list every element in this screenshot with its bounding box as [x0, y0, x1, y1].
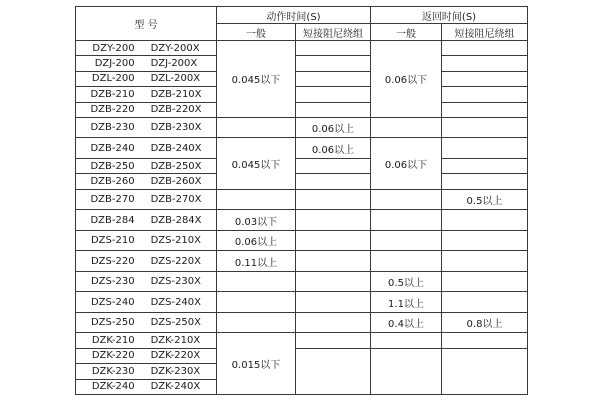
- action-general-cell: 0.045以下: [217, 41, 296, 118]
- return-general-cell: [371, 210, 442, 231]
- model-pair: [76, 297, 216, 308]
- return-short-damping-cell: [442, 71, 528, 86]
- return-general-cell: 0.06以下: [371, 41, 442, 118]
- return-general-cell: [371, 189, 442, 210]
- model-pair: [76, 381, 216, 392]
- return-general-cell: 0.06以下: [371, 138, 442, 189]
- model-name-x: DZK-230X: [150, 365, 201, 377]
- model-name: DZB-230: [90, 122, 135, 134]
- return-general-cell: 1.1以上: [371, 292, 442, 313]
- model-name-x: DZS-220X: [150, 255, 202, 267]
- model-cell: [76, 71, 217, 86]
- model-cell: [76, 102, 217, 117]
- model-cell: [76, 364, 217, 379]
- model-name: DZS-210: [90, 235, 135, 247]
- model-pair: [76, 58, 216, 69]
- model-cell: [76, 379, 217, 394]
- model-pair: [76, 256, 216, 267]
- action-short-damping-cell: 0.06以上: [296, 138, 371, 159]
- action-general-cell: [217, 117, 296, 138]
- action-general-cell: 0.03以下: [217, 210, 296, 231]
- action-short-damping-cell: [296, 56, 371, 71]
- header-model: 型 号: [76, 7, 217, 41]
- model-cell: [76, 333, 217, 348]
- action-short-damping-cell: [296, 102, 371, 117]
- return-short-damping-cell: [442, 251, 528, 272]
- action-short-damping-cell: [296, 271, 371, 292]
- return-short-damping-cell: [442, 174, 528, 189]
- table-row: [76, 312, 528, 333]
- model-name-x: DZS-240X: [150, 296, 202, 308]
- model-cell: [76, 138, 217, 159]
- model-cell: [76, 117, 217, 138]
- model-pair: [76, 89, 216, 100]
- return-short-damping-cell: [442, 348, 528, 394]
- action-short-damping-cell: [296, 158, 371, 173]
- action-short-damping-cell: [296, 41, 371, 56]
- table-row: [76, 174, 528, 189]
- model-name: DZK-240: [91, 381, 135, 393]
- action-general-cell: [217, 189, 296, 210]
- return-short-damping-cell: [442, 292, 528, 313]
- table-row: [76, 138, 528, 159]
- header-action-short-damping: 短接阻尼绕组: [296, 24, 371, 41]
- return-short-damping-cell: [442, 333, 528, 348]
- table-row: [76, 348, 528, 363]
- model-pair: [76, 235, 216, 246]
- return-short-damping-cell: [442, 102, 528, 117]
- return-general-cell: [371, 117, 442, 138]
- table-row: [76, 87, 528, 102]
- action-short-damping-cell: [296, 174, 371, 189]
- action-short-damping-cell: [296, 312, 371, 333]
- table-body: [76, 41, 528, 395]
- model-name-x: DZL-200X: [150, 73, 201, 85]
- model-name: DZJ-200: [94, 58, 135, 70]
- model-name-x: DZJ-200X: [150, 58, 198, 70]
- model-cell: [76, 210, 217, 231]
- model-cell: [76, 292, 217, 313]
- model-name: DZB-284: [90, 214, 135, 226]
- action-short-damping-cell: [296, 210, 371, 231]
- model-name-x: DZB-230X: [150, 122, 202, 134]
- return-general-cell: 0.5以上: [371, 271, 442, 292]
- table-row: [76, 189, 528, 210]
- model-cell: [76, 174, 217, 189]
- model-cell: [76, 189, 217, 210]
- model-name: DZS-230: [90, 276, 135, 288]
- model-pair: [76, 215, 216, 226]
- model-name-x: DZB-270X: [150, 194, 202, 206]
- model-name: DZB-210: [90, 88, 135, 100]
- model-name-x: DZY-200X: [150, 42, 200, 54]
- model-name-x: DZB-240X: [150, 142, 202, 154]
- model-name-x: DZB-260X: [150, 176, 202, 188]
- model-name: DZB-240: [90, 142, 135, 154]
- action-general-cell: 0.11以上: [217, 251, 296, 272]
- model-cell: [76, 56, 217, 71]
- model-name-x: DZB-250X: [150, 160, 202, 172]
- action-short-damping-cell: [296, 348, 371, 394]
- table-row: [76, 271, 528, 292]
- action-short-damping-cell: [296, 189, 371, 210]
- action-short-damping-cell: [296, 230, 371, 251]
- return-general-cell: [371, 333, 442, 348]
- return-short-damping-cell: [442, 117, 528, 138]
- model-pair: [76, 335, 216, 346]
- model-name-x: DZK-220X: [150, 350, 201, 362]
- action-general-cell: [217, 292, 296, 313]
- return-short-damping-cell: [442, 230, 528, 251]
- action-general-cell: [217, 312, 296, 333]
- action-short-damping-cell: [296, 292, 371, 313]
- relay-spec-table: [75, 6, 528, 395]
- model-name-x: DZS-250X: [150, 317, 202, 329]
- model-name: DZB-270: [90, 194, 135, 206]
- model-cell: [76, 312, 217, 333]
- model-pair: [76, 366, 216, 377]
- model-name: DZB-260: [90, 176, 135, 188]
- model-name-x: DZB-210X: [150, 88, 202, 100]
- model-cell: [76, 251, 217, 272]
- model-name-x: DZK-240X: [150, 381, 201, 393]
- model-name: DZB-220: [90, 104, 135, 116]
- table-row: [76, 117, 528, 138]
- model-pair: [76, 73, 216, 84]
- header-return-short-damping: 短接阻尼绕组: [442, 24, 528, 41]
- model-pair: [76, 194, 216, 205]
- model-pair: [76, 161, 216, 172]
- model-name: DZL-200: [91, 73, 135, 85]
- return-short-damping-cell: [442, 210, 528, 231]
- action-general-cell: 0.015以下: [217, 333, 296, 395]
- model-cell: [76, 348, 217, 363]
- return-general-cell: [371, 251, 442, 272]
- return-short-damping-cell: 0.5以上: [442, 189, 528, 210]
- model-cell: [76, 87, 217, 102]
- model-pair: [76, 43, 216, 54]
- table-row: [76, 292, 528, 313]
- header-action-general: 一般: [217, 24, 296, 41]
- table-row: [76, 41, 528, 56]
- model-name-x: DZB-284X: [150, 214, 202, 226]
- model-name: DZB-250: [90, 160, 135, 172]
- header-row-1: [76, 7, 528, 24]
- table-row: [76, 230, 528, 251]
- model-name-x: DZB-220X: [150, 104, 202, 116]
- header-return-general: 一般: [371, 24, 442, 41]
- model-name: DZY-200: [92, 42, 135, 54]
- model-name: DZK-220: [91, 350, 135, 362]
- return-general-cell: 0.4以上: [371, 312, 442, 333]
- return-general-cell: [371, 230, 442, 251]
- return-general-cell: [371, 348, 442, 394]
- table-row: [76, 333, 528, 348]
- model-pair: [76, 122, 216, 133]
- table-row: [76, 71, 528, 86]
- model-pair: [76, 176, 216, 187]
- table-row: [76, 56, 528, 71]
- model-cell: [76, 41, 217, 56]
- model-name: DZS-220: [90, 255, 135, 267]
- model-pair: [76, 143, 216, 154]
- table-row: [76, 158, 528, 173]
- model-name-x: DZS-230X: [150, 276, 202, 288]
- model-pair: [76, 350, 216, 361]
- return-short-damping-cell: [442, 41, 528, 56]
- action-short-damping-cell: [296, 71, 371, 86]
- action-general-cell: [217, 271, 296, 292]
- header-return-time: 返回时间(S): [371, 7, 528, 24]
- action-general-cell: 0.045以下: [217, 138, 296, 189]
- model-name: DZK-210: [91, 335, 135, 347]
- action-short-damping-cell: 0.06以上: [296, 117, 371, 138]
- model-name: DZS-240: [90, 296, 135, 308]
- return-short-damping-cell: [442, 56, 528, 71]
- model-cell: [76, 230, 217, 251]
- model-pair: [76, 104, 216, 115]
- action-short-damping-cell: [296, 87, 371, 102]
- table-row: [76, 102, 528, 117]
- model-pair: [76, 317, 216, 328]
- header-action-time: 动作时间(S): [217, 7, 371, 24]
- return-short-damping-cell: [442, 87, 528, 102]
- model-name: DZS-250: [90, 317, 135, 329]
- return-short-damping-cell: [442, 138, 528, 159]
- return-short-damping-cell: [442, 158, 528, 173]
- model-cell: [76, 271, 217, 292]
- table-row: [76, 210, 528, 231]
- return-short-damping-cell: 0.8以上: [442, 312, 528, 333]
- model-cell: [76, 158, 217, 173]
- return-short-damping-cell: [442, 271, 528, 292]
- action-short-damping-cell: [296, 333, 371, 348]
- action-short-damping-cell: [296, 251, 371, 272]
- model-name: DZK-230: [91, 365, 135, 377]
- model-pair: [76, 276, 216, 287]
- table-row: [76, 251, 528, 272]
- action-general-cell: 0.06以上: [217, 230, 296, 251]
- model-name-x: DZK-210X: [150, 335, 201, 347]
- model-name-x: DZS-210X: [150, 235, 202, 247]
